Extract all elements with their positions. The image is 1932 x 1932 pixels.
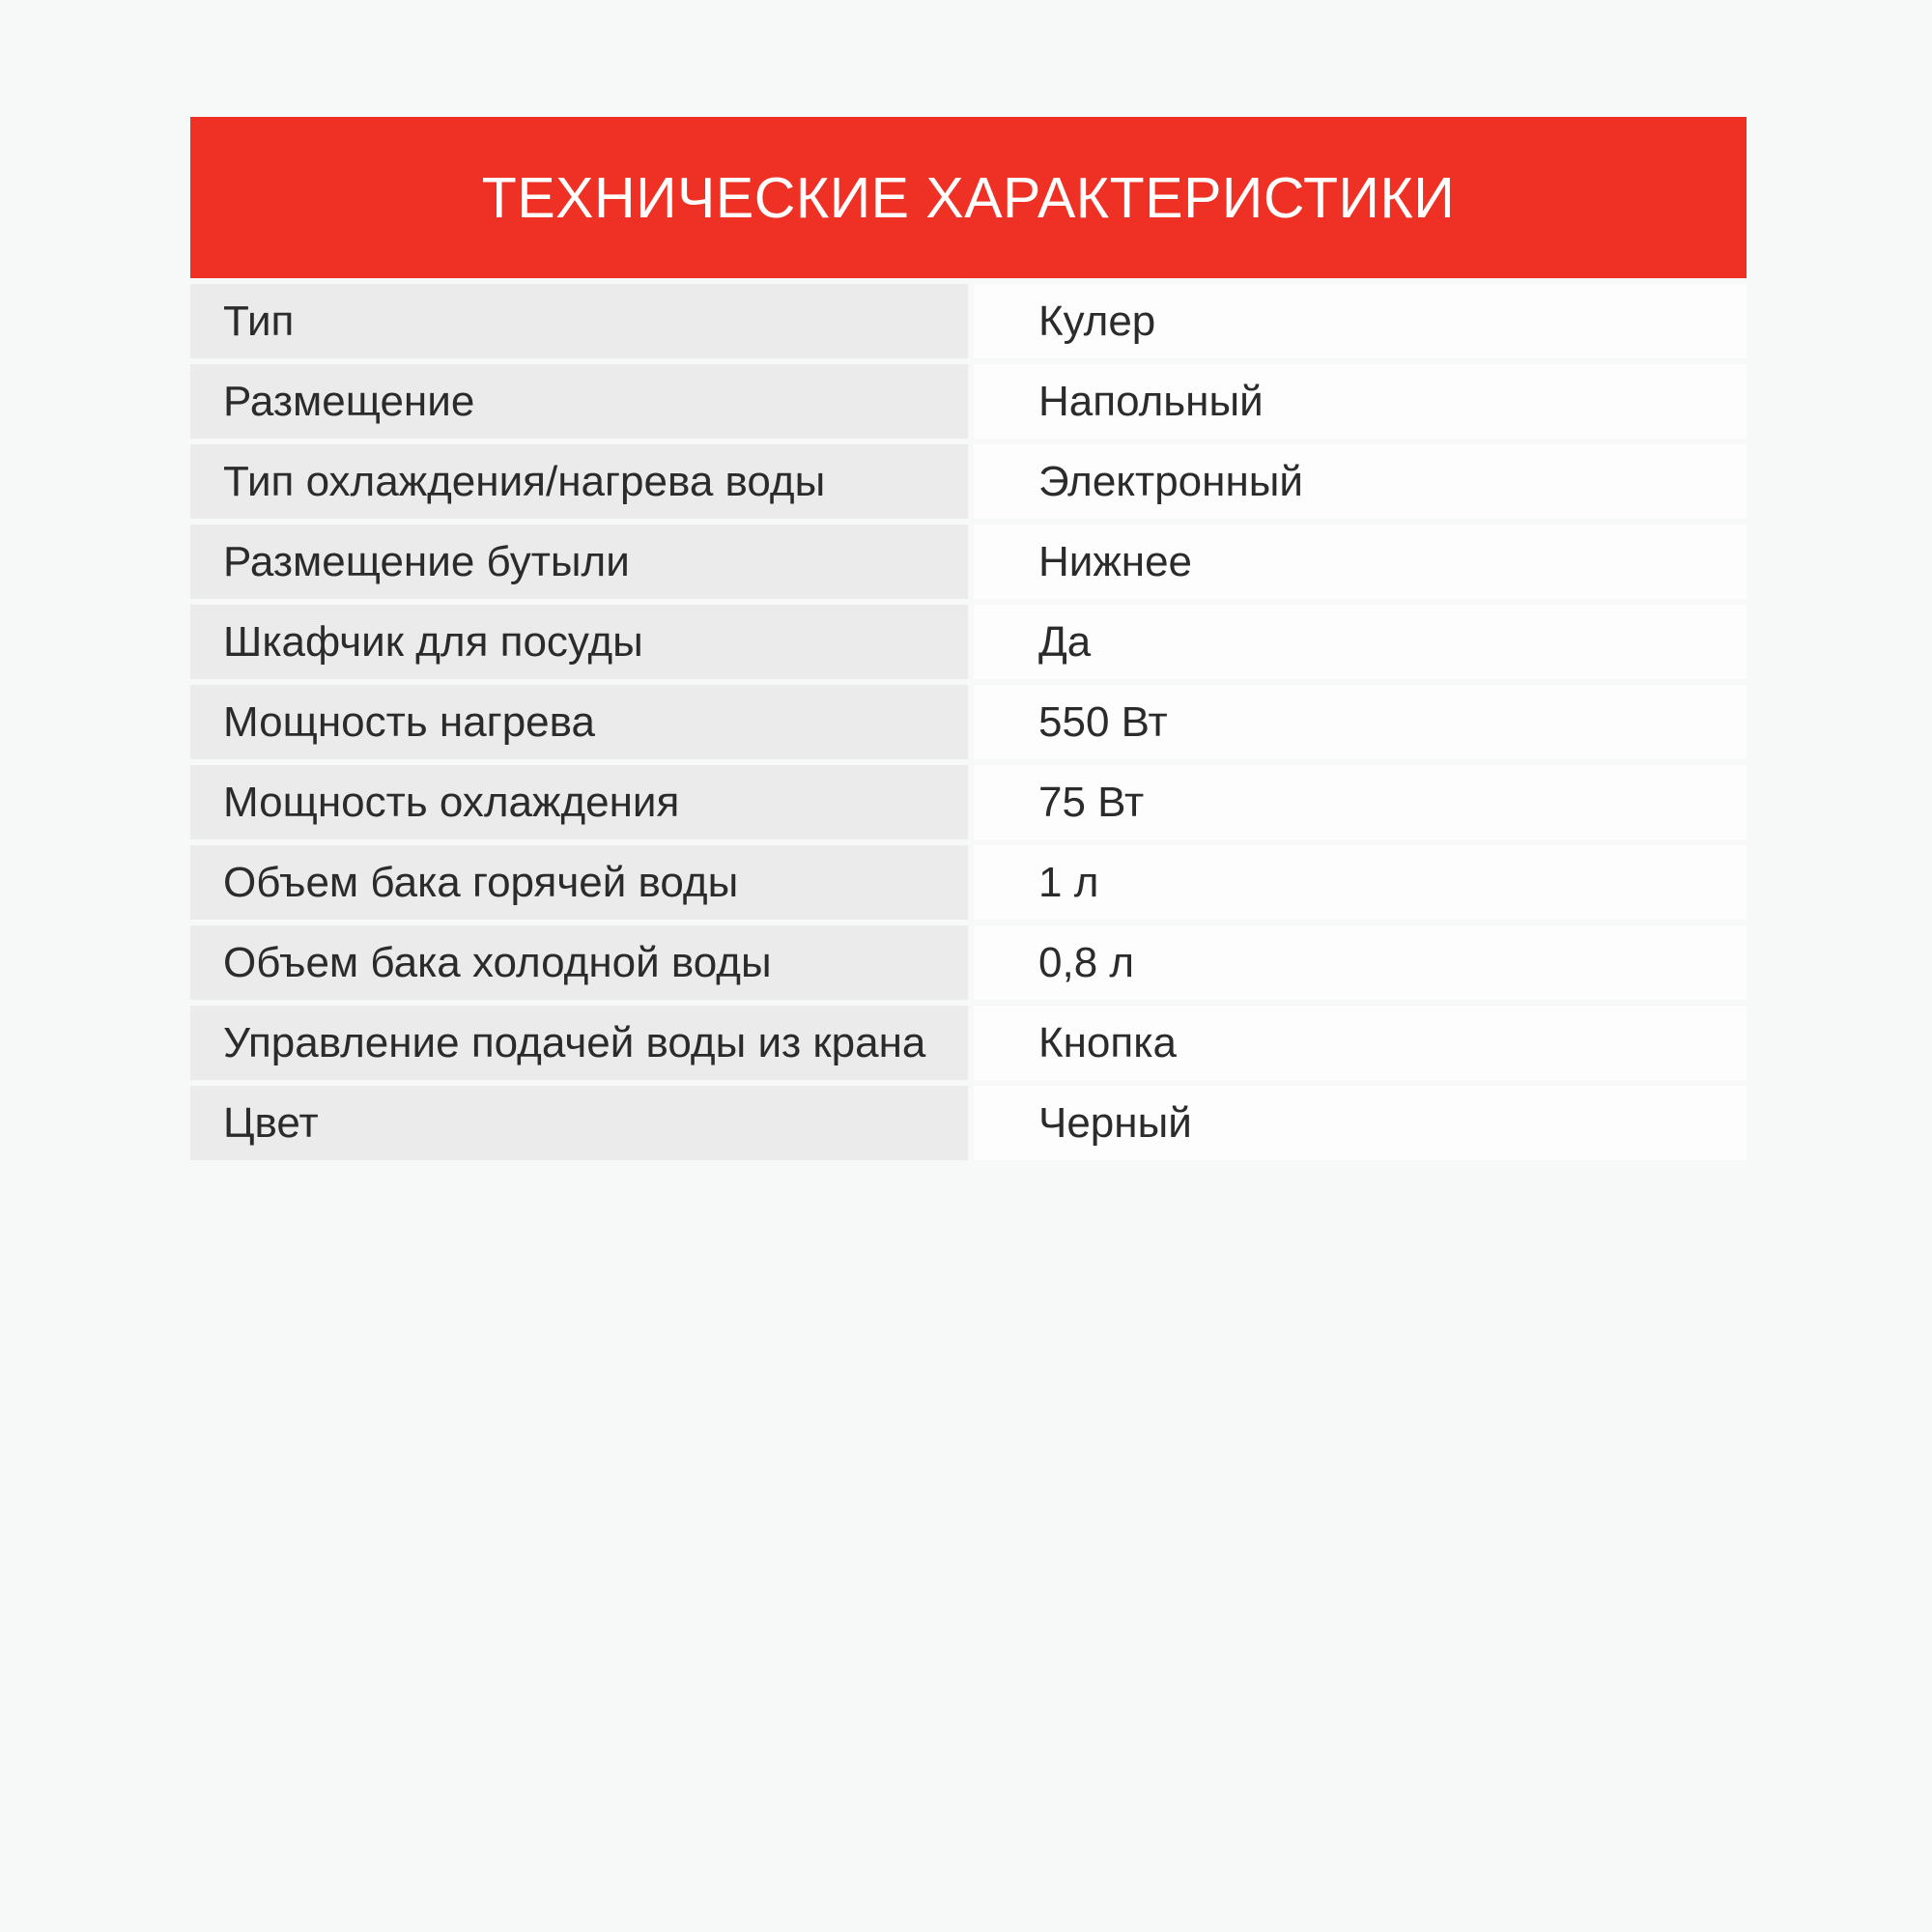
spec-label-cell: [190, 1086, 968, 1160]
spec-label-cell: [190, 765, 968, 839]
spec-table: [190, 117, 1747, 1160]
spec-row: [190, 364, 1747, 439]
spec-row: [190, 1006, 1747, 1080]
spec-value-cell: [974, 765, 1747, 839]
spec-row: [190, 845, 1747, 920]
spec-label-cell: [190, 364, 968, 439]
spec-value-cell: [974, 444, 1747, 519]
spec-value: Электронный: [1038, 457, 1303, 505]
spec-label-cell: [190, 925, 968, 1000]
spec-value-cell: [974, 925, 1747, 1000]
spec-value: Напольный: [1038, 377, 1264, 425]
spec-row: [190, 685, 1747, 759]
spec-label: Управление подачей воды из крана: [223, 1018, 926, 1066]
spec-value: Черный: [1038, 1098, 1192, 1147]
spec-label-cell: [190, 685, 968, 759]
spec-value-cell: [974, 1006, 1747, 1080]
spec-row: [190, 284, 1747, 358]
spec-value: Да: [1038, 617, 1092, 666]
spec-value-cell: [974, 845, 1747, 920]
spec-label: Шкафчик для посуды: [223, 617, 643, 666]
spec-value: 0,8 л: [1038, 938, 1135, 986]
spec-row: [190, 925, 1747, 1000]
spec-value-cell: [974, 605, 1747, 679]
spec-row: [190, 1086, 1747, 1160]
spec-value: Нижнее: [1038, 537, 1193, 585]
spec-value-cell: [974, 525, 1747, 599]
spec-value: Кулер: [1038, 297, 1156, 345]
spec-value-cell: [974, 1086, 1747, 1160]
spec-label: Размещение: [223, 377, 475, 425]
spec-table-title: ТЕХНИЧЕСКИЕ ХАРАКТЕРИСТИКИ: [481, 165, 1456, 230]
spec-value: Кнопка: [1038, 1018, 1177, 1066]
spec-table-header: [190, 117, 1747, 278]
spec-label: Мощность охлаждения: [223, 778, 680, 826]
spec-value: 1 л: [1038, 858, 1099, 906]
spec-value: 75 Вт: [1038, 778, 1145, 826]
spec-label: Объем бака холодной воды: [223, 938, 772, 986]
spec-value-cell: [974, 284, 1747, 358]
spec-label: Тип: [223, 297, 295, 345]
spec-label: Цвет: [223, 1098, 319, 1147]
spec-label-cell: [190, 444, 968, 519]
spec-value: 550 Вт: [1038, 697, 1168, 746]
spec-row: [190, 605, 1747, 679]
spec-label-cell: [190, 1006, 968, 1080]
spec-label-cell: [190, 525, 968, 599]
spec-label-cell: [190, 605, 968, 679]
spec-label: Тип охлаждения/нагрева воды: [223, 457, 826, 505]
spec-row: [190, 444, 1747, 519]
spec-label-cell: [190, 284, 968, 358]
spec-label: Размещение бутыли: [223, 537, 630, 585]
spec-label: Объем бака горячей воды: [223, 858, 739, 906]
spec-label: Мощность нагрева: [223, 697, 595, 746]
spec-row: [190, 525, 1747, 599]
spec-label-cell: [190, 845, 968, 920]
spec-value-cell: [974, 685, 1747, 759]
spec-row: [190, 765, 1747, 839]
spec-value-cell: [974, 364, 1747, 439]
spec-rows-container: [190, 284, 1747, 1160]
